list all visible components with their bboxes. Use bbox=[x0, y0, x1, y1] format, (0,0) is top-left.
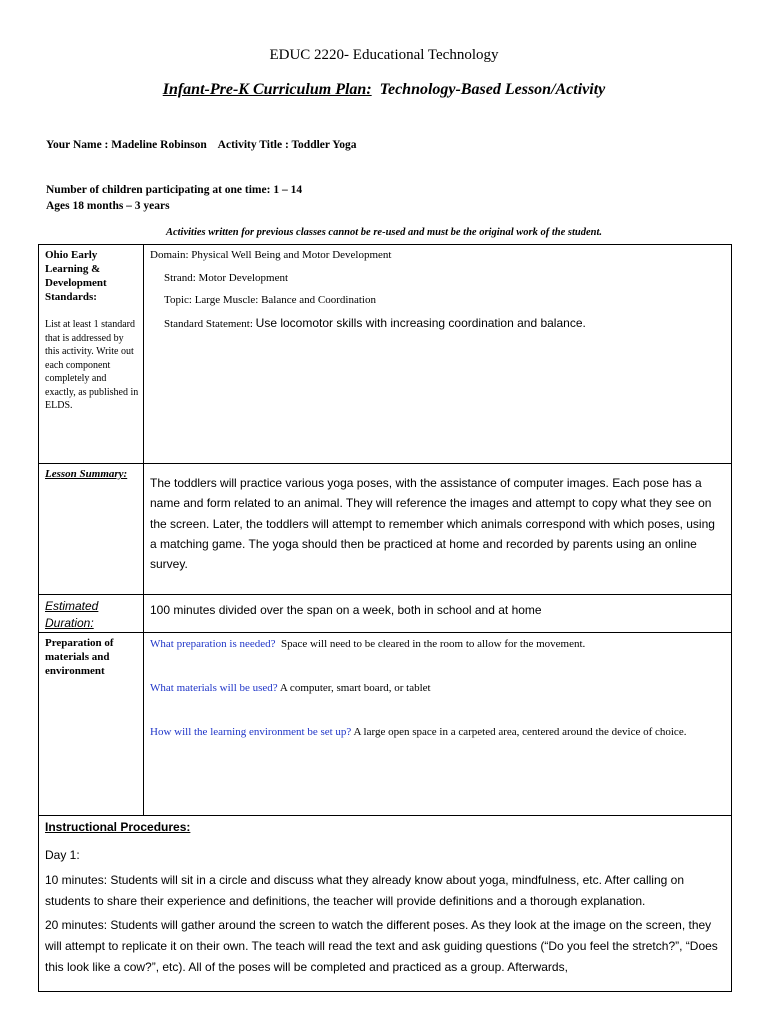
standards-statement bbox=[150, 316, 731, 339]
duration-label-cell bbox=[39, 595, 144, 633]
standards-statement-label: Standard Statement: bbox=[164, 317, 253, 330]
duration-text: 100 minutes divided over the span on a week, both in school and at home bbox=[150, 603, 542, 617]
preparation-question-3: How will the learning environment be set up? bbox=[150, 726, 352, 738]
lesson-summary-row bbox=[39, 464, 732, 595]
standards-instruction: List at least 1 standard that is addressed by this activity. Write out each component completely and exactly, as published in ELDS. bbox=[45, 319, 139, 411]
plan-title-rest: Technology-Based Lesson/Activity bbox=[379, 81, 606, 98]
standards-row bbox=[39, 245, 732, 464]
preparation-label: Preparation of materials and environment bbox=[45, 637, 114, 677]
lesson-summary-label-cell bbox=[39, 464, 144, 595]
preparation-content-cell bbox=[144, 633, 732, 816]
duration-row bbox=[39, 595, 732, 633]
procedures-row bbox=[39, 816, 732, 992]
preparation-question-2: What materials will be used? bbox=[150, 682, 278, 694]
standards-label-cell bbox=[39, 245, 144, 464]
lesson-summary-text: The toddlers will practice various yoga poses, with the assistance of computer images. Each pose has a name and form related to an animal. They will reference the images and attempt to copy what they see on the screen. Later, the toddlers will attempt to remember which animals correspond with which poses, using a matching game. The yoga should then be practiced at home and recorded by parents using an online survey. bbox=[150, 476, 715, 572]
standards-content-cell bbox=[144, 245, 732, 464]
preparation-row bbox=[39, 633, 732, 816]
preparation-answer-1-text: Space will need to be cleared in the room to allow for the movement. bbox=[281, 638, 586, 650]
preparation-answer-1 bbox=[150, 637, 723, 652]
procedures-heading: Instructional Procedures: bbox=[45, 820, 191, 834]
preparation-question-1: What preparation is needed? bbox=[150, 638, 276, 650]
preparation-answer-2-text: A computer, smart board, or tablet bbox=[279, 682, 431, 694]
course-title: EDUC 2220- Educational Technology bbox=[269, 47, 499, 63]
preparation-answer-3-text: A large open space in a carpeted area, centered around the device of choice. bbox=[353, 726, 687, 738]
standards-strand: Strand: Motor Development bbox=[164, 271, 289, 284]
lesson-summary-label: Lesson Summary: bbox=[45, 468, 128, 480]
procedures-cell bbox=[39, 816, 732, 992]
children-count-line: Number of children participating at one time: 1 – 14 bbox=[46, 184, 303, 196]
plan-title-underlined: Infant-Pre-K Curriculum Plan: bbox=[162, 81, 372, 98]
plan-title bbox=[0, 81, 768, 99]
preparation-answer-3 bbox=[150, 725, 723, 740]
procedures-day: Day 1: bbox=[45, 848, 80, 862]
preparation-label-cell bbox=[39, 633, 144, 816]
standards-label: Ohio Early Learning & Development Standards: bbox=[45, 249, 107, 303]
curriculum-table bbox=[38, 244, 732, 992]
standards-topic: Topic: Large Muscle: Balance and Coordination bbox=[164, 294, 376, 306]
duration-content-cell bbox=[144, 595, 732, 633]
lesson-summary-content-cell bbox=[144, 464, 732, 595]
preparation-answer-2 bbox=[150, 681, 723, 696]
originality-notice: Activities written for previous classes cannot be re-used and must be the original work of the student. bbox=[165, 227, 603, 238]
duration-label: Estimated Duration: bbox=[45, 599, 99, 630]
standards-domain: Domain: Physical Well Being and Motor Development bbox=[150, 249, 392, 261]
ages-line: Ages 18 months – 3 years bbox=[46, 200, 170, 212]
procedures-step-1: 10 minutes: Students will sit in a circle and discuss what they already know about yoga, mindfulness, etc. After calling on students to share their experience and definitions, the teacher will provide definitions and a thorough explanation. bbox=[45, 873, 684, 908]
name-and-activity-line: Your Name : Madeline Robinson Activity Title : Toddler Yoga bbox=[46, 139, 357, 151]
standards-statement-text: Use locomotor skills with increasing coordination and balance. bbox=[255, 315, 586, 330]
procedures-step-2: 20 minutes: Students will gather around the screen to watch the different poses. As they look at the image on the screen, they will attempt to replicate it on their own. The teach will read the text and ask guiding questions (“Do you feel the stretch?”, “Does this look like a cow?”, etc). All of the poses will be completed and practiced as a group. Afterwards, bbox=[45, 918, 718, 974]
